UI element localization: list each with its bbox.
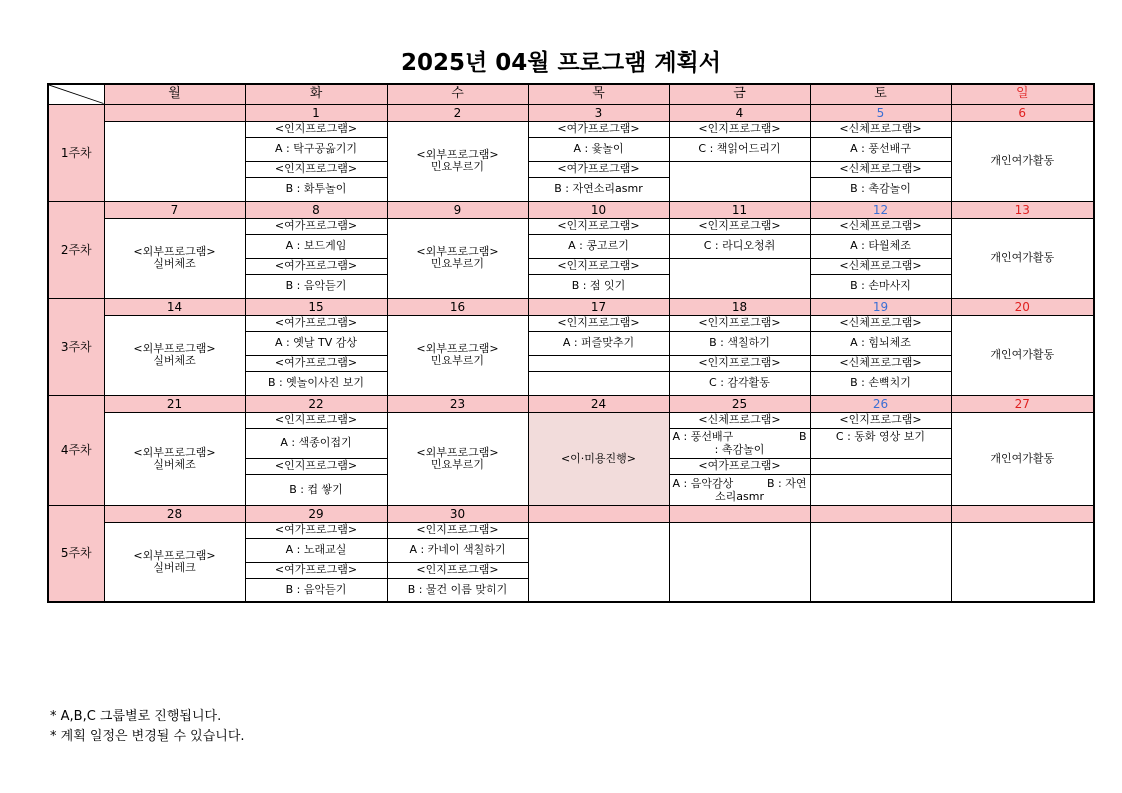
program-category: <외부프로그램> <box>133 548 216 562</box>
program-category: <인지프로그램> <box>669 121 810 137</box>
program-activity: A : 음악감상 <box>672 476 734 490</box>
program-activity: 실버체조 <box>153 257 196 270</box>
program-activity: 실버레크 <box>153 560 196 574</box>
program-category: <신체프로그램> <box>810 121 951 137</box>
program-activity: B <box>798 430 807 443</box>
program-activity: 민요부르기 <box>430 257 485 270</box>
empty-cell <box>528 371 669 395</box>
program-category: <신체프로그램> <box>810 161 951 177</box>
day-header-tue: 화 <box>245 84 387 104</box>
activity-line <box>670 430 810 443</box>
program-category: <신체프로그램> <box>669 412 810 428</box>
program-category: <인지프로그램> <box>528 315 669 331</box>
program-category: <신체프로그램> <box>810 258 951 274</box>
day-header-fri: 금 <box>669 84 810 104</box>
program-category: <인지프로그램> <box>528 258 669 274</box>
program-activity: A : 탁구공옮기기 <box>245 137 387 161</box>
program-cell <box>104 522 245 602</box>
date-cell <box>104 104 245 121</box>
day-header-thu: 목 <box>528 84 669 104</box>
date-cell: 24 <box>528 395 669 412</box>
program-activity: A : 색종이접기 <box>245 428 387 458</box>
program-activity: 개인여가활동 <box>951 412 1094 505</box>
program-activity: C : 동화 영상 보기 <box>810 428 951 458</box>
activity-line <box>670 477 810 490</box>
program-activity: B : 자연 <box>767 476 807 490</box>
program-activity: A : 콩고르기 <box>528 234 669 258</box>
program-activity: A : 윷놀이 <box>528 137 669 161</box>
program-activity: 개인여가활동 <box>951 218 1094 298</box>
program-activity: C : 책읽어드리기 <box>669 137 810 161</box>
program-category: <여가프로그램> <box>528 121 669 137</box>
date-cell: 25 <box>669 395 810 412</box>
program-cell <box>387 412 528 505</box>
program-activity: B : 손뼉치기 <box>810 371 951 395</box>
program-activity: 실버체조 <box>153 457 196 471</box>
date-cell: 11 <box>669 201 810 218</box>
program-cell <box>104 412 245 505</box>
program-activity: A : 힘뇌체조 <box>810 331 951 355</box>
program-cell <box>387 121 528 201</box>
date-cell: 5 <box>810 104 951 121</box>
date-cell: 7 <box>104 201 245 218</box>
program-activity: A : 노래교실 <box>245 538 387 562</box>
program-category: <신체프로그램> <box>810 315 951 331</box>
program-category: <여가프로그램> <box>669 458 810 474</box>
beauty-service-cell: <이·미용진행> <box>528 412 669 505</box>
program-category: <여가프로그램> <box>245 355 387 371</box>
program-category: <신체프로그램> <box>810 218 951 234</box>
program-category: <여가프로그램> <box>245 315 387 331</box>
date-cell <box>810 505 951 522</box>
empty-cell <box>810 458 951 474</box>
date-cell: 23 <box>387 395 528 412</box>
date-cell: 3 <box>528 104 669 121</box>
date-cell: 22 <box>245 395 387 412</box>
program-activity: 개인여가활동 <box>951 315 1094 395</box>
program-activity: B : 옛놀이사진 보기 <box>245 371 387 395</box>
date-cell: 26 <box>810 395 951 412</box>
program-activity: B : 음악듣기 <box>245 274 387 298</box>
empty-cell <box>810 474 951 505</box>
program-activity: C : 감각활동 <box>669 371 810 395</box>
program-activity: B : 촉감놀이 <box>810 177 951 201</box>
program-activity: 실버체조 <box>153 354 196 367</box>
date-cell: 13 <box>951 201 1094 218</box>
program-cell <box>387 218 528 298</box>
program-category: <여가프로그램> <box>528 161 669 177</box>
program-calendar-table <box>47 83 1095 603</box>
date-cell: 12 <box>810 201 951 218</box>
program-activity: B : 컵 쌓기 <box>245 474 387 505</box>
program-category: <인지프로그램> <box>669 315 810 331</box>
date-cell: 1 <box>245 104 387 121</box>
program-activity: B : 화투놀이 <box>245 177 387 201</box>
program-activity: 민요부르기 <box>430 354 485 367</box>
program-activity: A : 옛날 TV 감상 <box>245 331 387 355</box>
date-cell: 4 <box>669 104 810 121</box>
date-cell: 20 <box>951 298 1094 315</box>
day-header-mon: 월 <box>104 84 245 104</box>
program-category: <인지프로그램> <box>669 218 810 234</box>
program-activity: : 촉감놀이 <box>714 443 765 456</box>
date-cell: 16 <box>387 298 528 315</box>
program-category: <외부프로그램> <box>133 342 216 355</box>
date-cell: 15 <box>245 298 387 315</box>
program-cell <box>104 315 245 395</box>
program-activity: A : 보드게임 <box>245 234 387 258</box>
diagonal-line-icon <box>49 85 104 104</box>
program-category: <외부프로그램> <box>416 445 499 459</box>
corner-diagonal-cell <box>48 84 104 104</box>
date-cell: 19 <box>810 298 951 315</box>
program-category: <여가프로그램> <box>245 218 387 234</box>
day-header-wed: 수 <box>387 84 528 104</box>
date-cell: 27 <box>951 395 1094 412</box>
week-label-5: 5주차 <box>48 505 104 602</box>
day-header-sat: 토 <box>810 84 951 104</box>
program-activity: A : 퍼즐맞추기 <box>528 331 669 355</box>
footnote: * A,B,C 그룹별로 진행됩니다. <box>50 709 222 724</box>
date-cell: 2 <box>387 104 528 121</box>
date-cell: 30 <box>387 505 528 522</box>
program-category: <신체프로그램> <box>810 355 951 371</box>
program-category: <인지프로그램> <box>245 458 387 474</box>
program-activity: 민요부르기 <box>430 160 485 173</box>
program-category: <인지프로그램> <box>387 522 528 538</box>
program-category: <여가프로그램> <box>245 258 387 274</box>
program-category: <인지프로그램> <box>669 355 810 371</box>
program-category: <여가프로그램> <box>245 562 387 578</box>
program-activity: B : 물건 이름 맞히기 <box>387 578 528 602</box>
week-label-4: 4주차 <box>48 395 104 505</box>
empty-cell <box>669 161 810 201</box>
program-activity: B : 점 잇기 <box>528 274 669 298</box>
date-cell: 8 <box>245 201 387 218</box>
day-header-sun: 일 <box>951 84 1094 104</box>
program-category: <외부프로그램> <box>416 245 499 258</box>
date-cell: 6 <box>951 104 1094 121</box>
program-activity: A : 타월체조 <box>810 234 951 258</box>
program-activity: B : 자연소리asmr <box>528 177 669 201</box>
program-activity: 개인여가활동 <box>951 121 1094 201</box>
program-cell <box>669 474 810 505</box>
program-category: <인지프로그램> <box>387 562 528 578</box>
program-cell <box>104 218 245 298</box>
date-cell <box>951 505 1094 522</box>
date-cell: 28 <box>104 505 245 522</box>
program-activity: C : 라디오청취 <box>669 234 810 258</box>
program-activity: B : 음악듣기 <box>245 578 387 602</box>
date-cell: 29 <box>245 505 387 522</box>
program-cell <box>669 428 810 458</box>
date-cell: 18 <box>669 298 810 315</box>
program-category: <인지프로그램> <box>245 161 387 177</box>
empty-cell <box>951 522 1094 602</box>
program-category: <외부프로그램> <box>133 245 216 258</box>
program-activity: A : 풍선배구 <box>672 430 734 443</box>
date-cell: 21 <box>104 395 245 412</box>
empty-cell <box>528 522 669 602</box>
program-category: <인지프로그램> <box>245 412 387 428</box>
footnote: * 계획 일정은 변경될 수 있습니다. <box>50 729 245 744</box>
program-category: <외부프로그램> <box>133 445 216 459</box>
program-activity: B : 색칠하기 <box>669 331 810 355</box>
date-cell <box>669 505 810 522</box>
program-activity: A : 풍선배구 <box>810 137 951 161</box>
week-label-1: 1주차 <box>48 104 104 201</box>
program-category: <외부프로그램> <box>416 148 499 161</box>
program-activity: B : 손마사지 <box>810 274 951 298</box>
program-category: <외부프로그램> <box>416 342 499 355</box>
week-label-2: 2주차 <box>48 201 104 298</box>
week-label-3: 3주차 <box>48 298 104 395</box>
program-cell <box>387 315 528 395</box>
date-cell: 14 <box>104 298 245 315</box>
empty-cell <box>810 522 951 602</box>
footnotes <box>50 707 245 747</box>
date-cell: 10 <box>528 201 669 218</box>
program-category: <여가프로그램> <box>245 522 387 538</box>
date-cell: 17 <box>528 298 669 315</box>
program-activity: A : 카네이 색칠하기 <box>387 538 528 562</box>
empty-cell <box>669 522 810 602</box>
program-activity: 소리asmr <box>715 489 764 503</box>
program-category: <인지프로그램> <box>810 412 951 428</box>
program-category: <인지프로그램> <box>528 218 669 234</box>
date-cell <box>528 505 669 522</box>
date-cell: 9 <box>387 201 528 218</box>
empty-cell <box>669 258 810 298</box>
program-activity: 민요부르기 <box>430 457 485 471</box>
empty-cell <box>104 121 245 201</box>
program-category: <인지프로그램> <box>245 121 387 137</box>
page-title: 2025년 04월 프로그램 계획서 <box>400 50 721 76</box>
empty-cell <box>528 355 669 371</box>
